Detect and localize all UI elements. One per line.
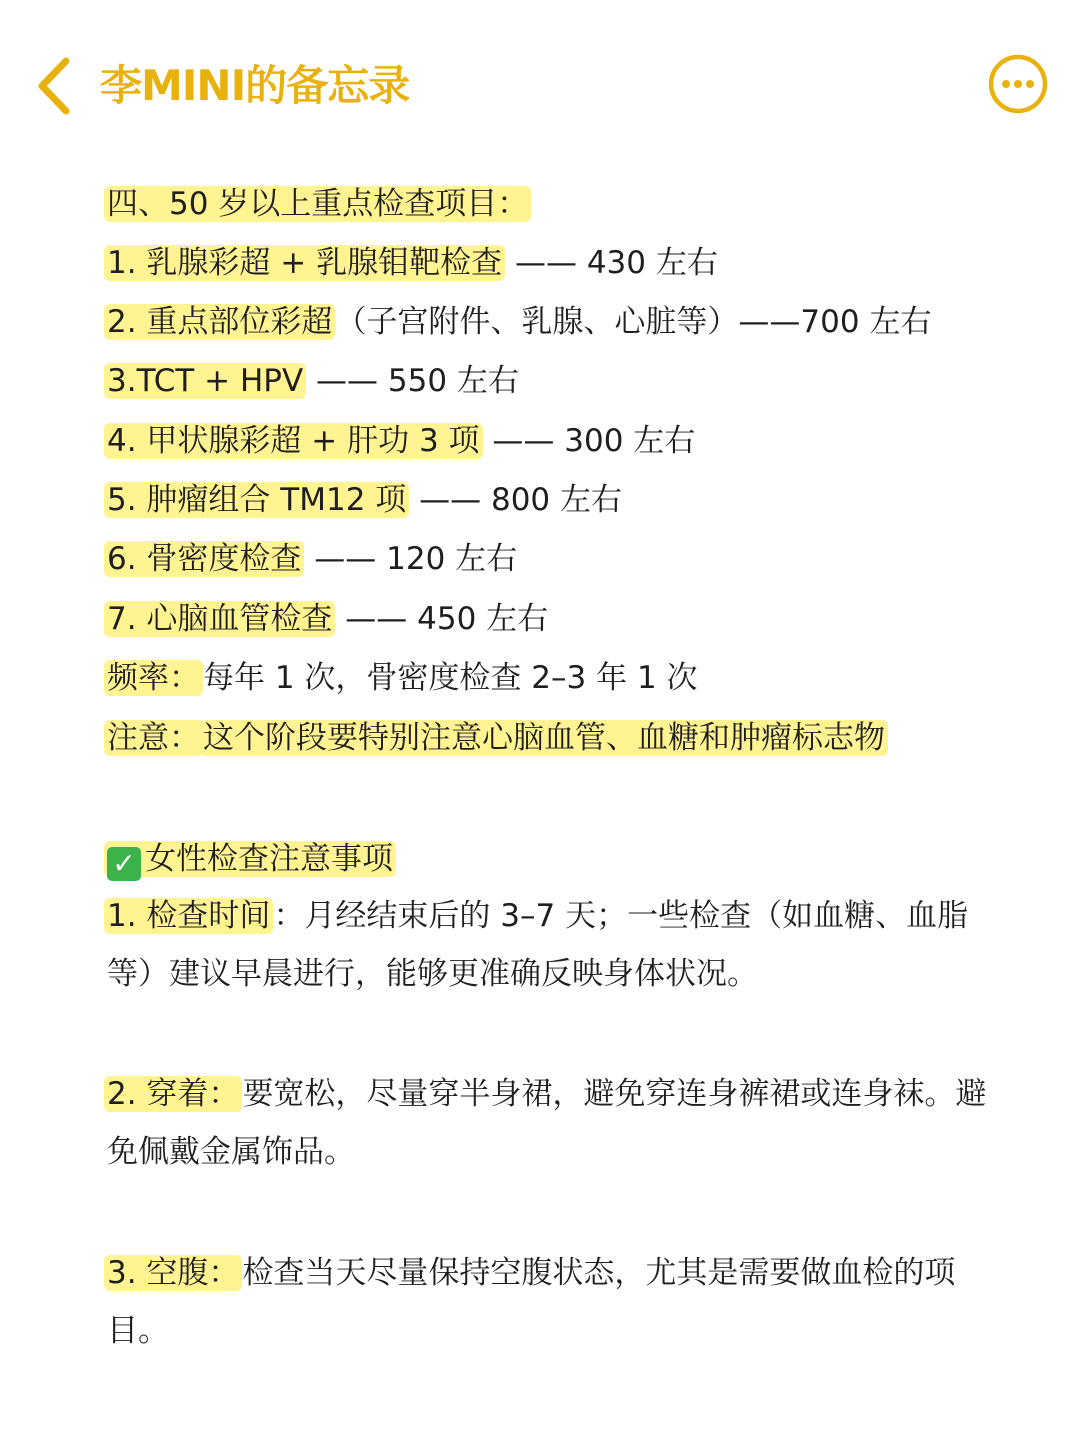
page-title: 李MINI的备忘录 <box>100 61 410 110</box>
item-price: —— 430 左右 <box>505 245 718 281</box>
tips-heading-text: 女性检查注意事项 <box>145 841 393 877</box>
item-label: 1. 乳腺彩超 + 乳腺钼靶检查 <box>104 245 505 281</box>
item-label: 4. 甲状腺彩超 + 肝功 3 项 <box>104 423 483 459</box>
section-heading-text: 四、50 岁以上重点检查项目： <box>104 186 531 222</box>
tip-paragraph <box>107 887 987 1003</box>
tip-label: 2. 穿着： <box>104 1076 242 1112</box>
list-item <box>107 478 622 522</box>
note-line <box>107 716 888 760</box>
check-mark-icon: ✓ <box>107 847 141 881</box>
list-item <box>107 597 548 641</box>
item-price: —— 450 左右 <box>335 601 549 637</box>
tip-label: 3. 空腹： <box>104 1255 242 1291</box>
note-header <box>0 0 1080 170</box>
tip-text: 检查当天尽量保持空腹状态，尤其是需要做血检的项目。 <box>107 1255 956 1349</box>
more-button[interactable] <box>987 53 1049 115</box>
back-button[interactable] <box>30 55 80 117</box>
tips-heading <box>107 837 396 881</box>
item-price: —— 550 左右 <box>306 363 519 399</box>
tips-heading-highlight <box>104 841 396 880</box>
frequency-label: 频率： <box>104 660 203 696</box>
tip-text: 要宽松，尽量穿半身裙，避免穿连身裤裙或连身袜。避免佩戴金属饰品。 <box>107 1076 987 1170</box>
item-price: （子宫附件、乳腺、心脏等）——700 左右 <box>335 304 932 340</box>
item-label: 7. 心脑血管检查 <box>104 601 335 637</box>
item-label: 3.TCT + HPV <box>104 363 306 399</box>
item-price: —— 800 左右 <box>409 482 623 518</box>
note-label: 注意： <box>104 720 203 756</box>
item-label: 6. 骨密度检查 <box>104 541 304 577</box>
list-item <box>107 419 695 463</box>
list-item <box>107 359 519 403</box>
note-text: 这个阶段要特别注意心脑血管、血糖和肿瘤标志物 <box>200 720 888 756</box>
tip-paragraph <box>107 1065 987 1181</box>
item-price: —— 300 左右 <box>482 423 696 459</box>
tip-text: ：月经结束后的 3–7 天；一些检查（如血糖、血脂等）建议早晨进行，能够更准确反映身体状况。 <box>107 898 969 992</box>
more-dots-icon <box>987 53 1049 115</box>
tip-label: 1. 检查时间 <box>104 898 273 934</box>
tip-paragraph <box>107 1244 987 1360</box>
section-heading <box>107 182 531 226</box>
item-label: 2. 重点部位彩超 <box>104 304 335 340</box>
chevron-left-icon <box>30 55 80 117</box>
item-label: 5. 肿瘤组合 TM12 项 <box>104 482 409 518</box>
list-item <box>107 300 931 344</box>
list-item <box>107 241 718 285</box>
list-item <box>107 537 517 581</box>
item-price: —— 120 左右 <box>304 541 518 577</box>
frequency-text: 每年 1 次，骨密度检查 2–3 年 1 次 <box>203 660 698 696</box>
frequency-line <box>107 656 698 700</box>
